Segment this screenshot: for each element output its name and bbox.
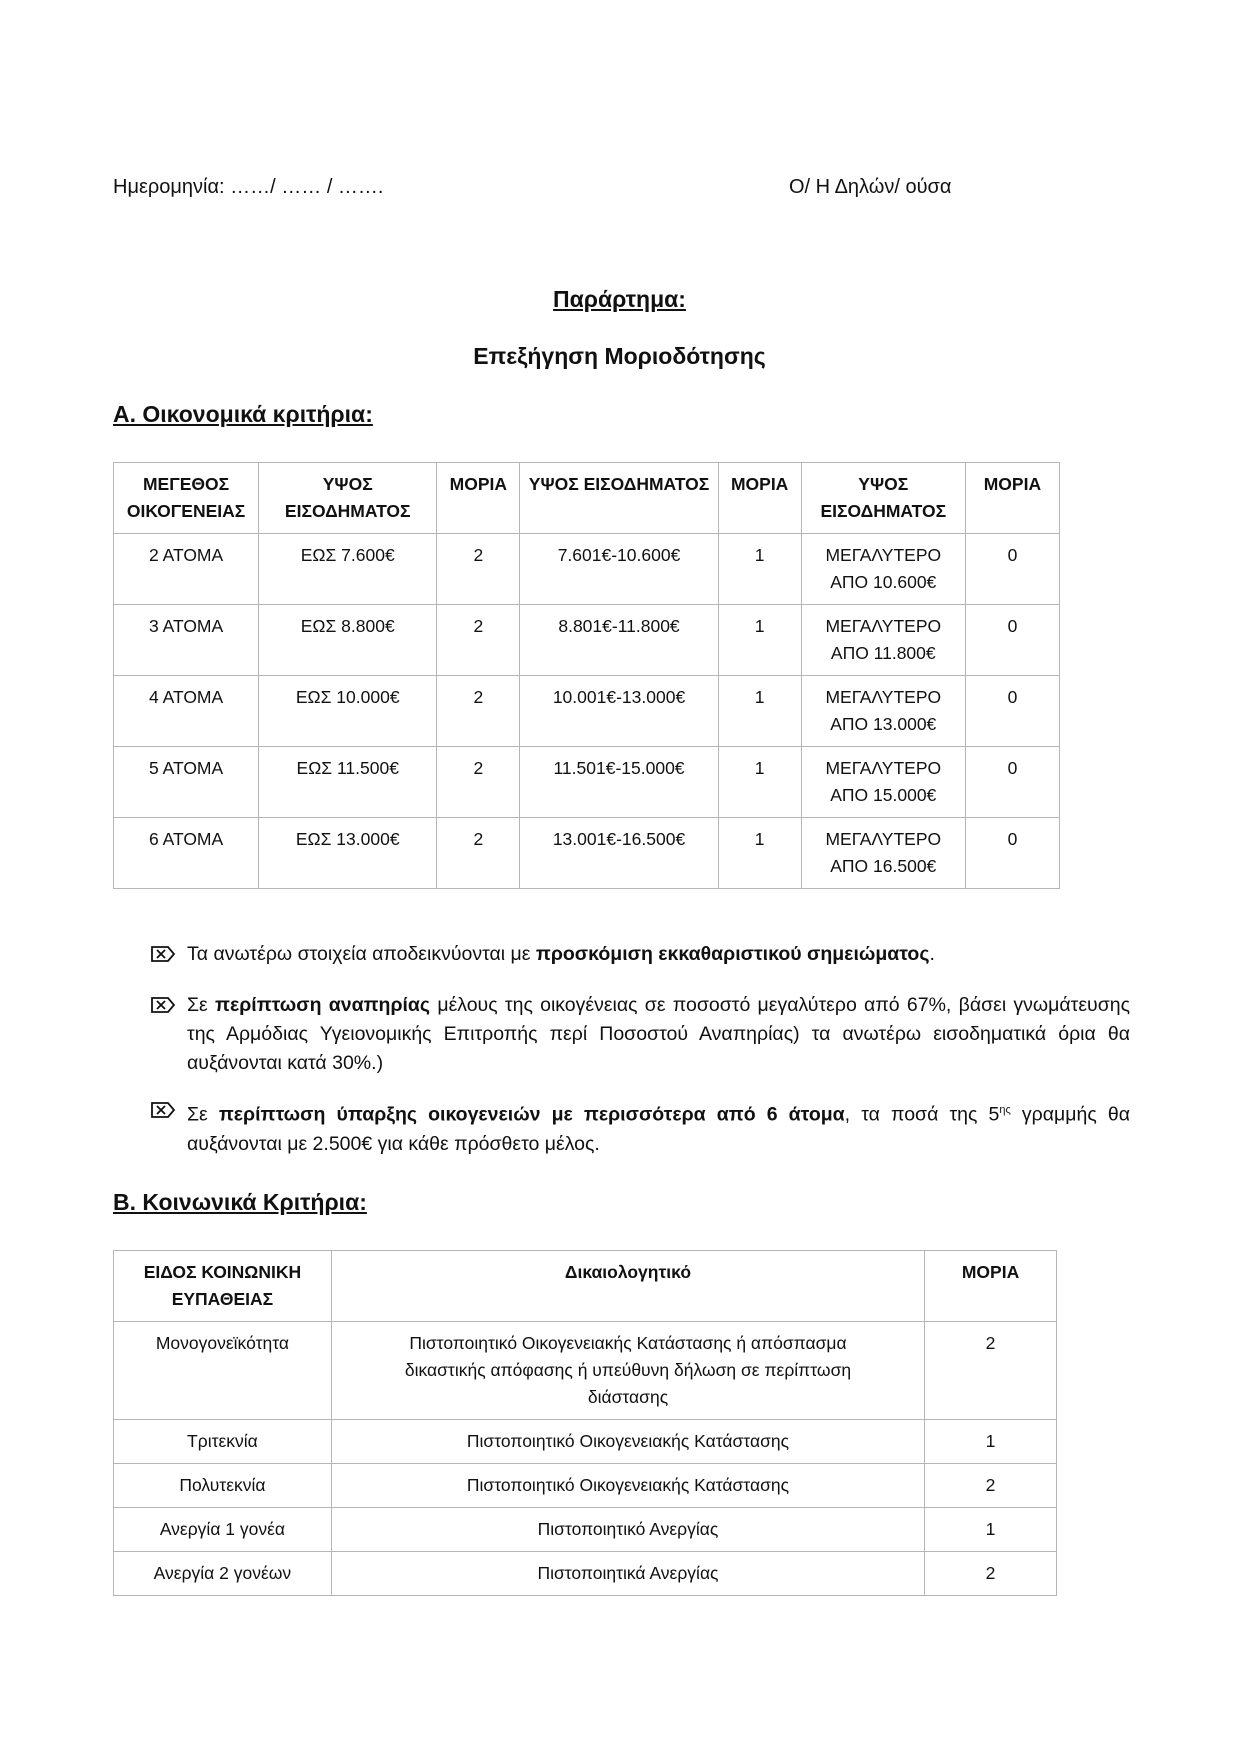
notes-list	[150, 940, 1130, 1177]
cell: 11.501€-15.000€	[520, 747, 718, 818]
cell: 0	[965, 676, 1059, 747]
table-row	[114, 1464, 1057, 1508]
table-row	[114, 1508, 1057, 1552]
cell: Μονογονεϊκότητα	[114, 1322, 332, 1420]
header-vulnerability-type: ΕΙΔΟΣ ΚΟΙΝΩΝΙΚΗ ΕΥΠΑΘΕΙΑΣ	[114, 1251, 332, 1322]
table-row	[114, 747, 1060, 818]
section-b-title: Β. Κοινωνικά Κριτήρια:	[113, 1189, 367, 1215]
cell: 1	[925, 1508, 1057, 1552]
ordinal-suffix: ης	[999, 1104, 1011, 1116]
cell: ΕΩΣ 11.500€	[259, 747, 437, 818]
list-item	[150, 940, 1130, 973]
cell: 8.801€-11.800€	[520, 605, 718, 676]
note-bold: περίπτωση ύπαρξης οικογενειών με περισσότερα από 6 άτομα	[218, 1103, 845, 1126]
cell: 2	[437, 534, 520, 605]
cell: 6 ΑΤΟΜΑ	[114, 818, 259, 889]
cell: 5 ΑΤΟΜΑ	[114, 747, 259, 818]
note-text-part: μέλους της οικογένειας σε ποσοστό μεγαλύτερο από 67%, βάσει γνωμάτευσης της Αρμόδιας Υγειονομικής Επιτροπής περί Ποσοστού Αναπηρίας) τα ανωτέρω εισοδηματικά όρια θα αυξάνονται κατά 30%.)	[187, 994, 1131, 1074]
note-text	[187, 1096, 1130, 1159]
cell: 2	[437, 605, 520, 676]
header-points: ΜΟΡΙΑ	[925, 1251, 1057, 1322]
header-points-3: ΜΟΡΙΑ	[965, 463, 1059, 534]
declarant-label: Ο/ Η Δηλών/ ούσα	[789, 176, 952, 198]
cell: 0	[965, 605, 1059, 676]
cell: 2	[925, 1552, 1057, 1596]
annex-title-text: Παράρτημα:	[553, 286, 686, 312]
cell: 0	[965, 747, 1059, 818]
cell: Ανεργία 2 γονέων	[114, 1552, 332, 1596]
note-text-part: Τα ανωτέρω στοιχεία αποδεικνύονται με	[187, 943, 536, 965]
table-row	[114, 1420, 1057, 1464]
table-header-row	[114, 1251, 1057, 1322]
cell: ΕΩΣ 10.000€	[259, 676, 437, 747]
cell: 2	[925, 1464, 1057, 1508]
cell: 0	[965, 818, 1059, 889]
boxed-x-icon	[150, 991, 187, 1078]
note-text-part: Σε	[187, 994, 216, 1016]
cell: Ανεργία 1 γονέα	[114, 1508, 332, 1552]
cell: 4 ΑΤΟΜΑ	[114, 676, 259, 747]
table-row	[114, 676, 1060, 747]
cell: ΕΩΣ 8.800€	[259, 605, 437, 676]
social-criteria-table	[113, 1250, 1057, 1596]
cell: Πιστοποιητικό Οικογενειακής Κατάστασης	[331, 1464, 924, 1508]
cell: 2	[437, 818, 520, 889]
annex-title	[0, 286, 1239, 313]
table-row	[114, 1552, 1057, 1596]
header-document: Δικαιολογητικό	[331, 1251, 924, 1322]
note-text-part: γραμμής θα αυξάνονται με 2.500€ για κάθε πρόσθετο μέλος.	[187, 1103, 1130, 1155]
header-income-3: ΥΨΟΣ ΕΙΣΟΔΗΜΑΤΟΣ	[801, 463, 965, 534]
cell: ΜΕΓΑΛΥΤΕΡΟ ΑΠΟ 10.600€	[801, 534, 965, 605]
boxed-x-icon	[150, 940, 187, 973]
cell: 13.001€-16.500€	[520, 818, 718, 889]
cell: ΜΕΓΑΛΥΤΕΡΟ ΑΠΟ 15.000€	[801, 747, 965, 818]
note-text-part: , τα ποσά της 5	[844, 1103, 1000, 1126]
cell: 1	[718, 605, 801, 676]
cell: ΕΩΣ 7.600€	[259, 534, 437, 605]
header-points-1: ΜΟΡΙΑ	[437, 463, 520, 534]
table-row	[114, 605, 1060, 676]
cell: 1	[718, 534, 801, 605]
economic-criteria-table	[113, 462, 1060, 889]
cell: ΜΕΓΑΛΥΤΕΡΟ ΑΠΟ 16.500€	[801, 818, 965, 889]
date-label: Ημερομηνία: ……/ …… / …….	[113, 176, 384, 198]
cell: 3 ΑΤΟΜΑ	[114, 605, 259, 676]
cell: Πιστοποιητικό Ανεργίας	[331, 1508, 924, 1552]
list-item	[150, 991, 1130, 1078]
table-row	[114, 1322, 1057, 1420]
cell: Πιστοποιητικά Ανεργίας	[331, 1552, 924, 1596]
cell: 1	[718, 818, 801, 889]
header-points-2: ΜΟΡΙΑ	[718, 463, 801, 534]
section-a-title: Α. Οικονομικά κριτήρια:	[113, 401, 373, 427]
cell: 2 ΑΤΟΜΑ	[114, 534, 259, 605]
header-income-2: ΥΨΟΣ ΕΙΣΟΔΗΜΑΤΟΣ	[520, 463, 718, 534]
table-row	[114, 534, 1060, 605]
cell: 1	[718, 747, 801, 818]
list-item	[150, 1096, 1130, 1159]
note-bold: προσκόμιση εκκαθαριστικού σημειώματος	[535, 943, 930, 965]
cell: Τριτεκνία	[114, 1420, 332, 1464]
boxed-x-icon	[150, 1096, 187, 1159]
note-text-part: .	[929, 943, 935, 965]
cell: Πιστοποιητικό Οικογενειακής Κατάστασης ή απόσπασμα δικαστικής απόφασης ή υπεύθυνη δήλωση σε περίπτωση διάστασης	[331, 1322, 924, 1420]
cell: 2	[437, 747, 520, 818]
cell: 10.001€-13.000€	[520, 676, 718, 747]
table-row	[114, 818, 1060, 889]
cell: 0	[965, 534, 1059, 605]
cell: Πιστοποιητικό Οικογενειακής Κατάστασης	[331, 1420, 924, 1464]
note-text	[187, 940, 1130, 973]
cell: ΜΕΓΑΛΥΤΕΡΟ ΑΠΟ 11.800€	[801, 605, 965, 676]
note-text-part: Σε	[187, 1103, 219, 1126]
header-income-1: ΥΨΟΣ ΕΙΣΟΔΗΜΑΤΟΣ	[259, 463, 437, 534]
page-subtitle: Επεξήγηση Μοριοδότησης	[473, 343, 766, 369]
cell: Πολυτεκνία	[114, 1464, 332, 1508]
cell: 2	[437, 676, 520, 747]
table-header-row	[114, 463, 1060, 534]
cell: 1	[718, 676, 801, 747]
note-text	[187, 991, 1130, 1078]
cell: 7.601€-10.600€	[520, 534, 718, 605]
header-family-size: ΜΕΓΕΘΟΣ ΟΙΚΟΓΕΝΕΙΑΣ	[114, 463, 259, 534]
note-bold: περίπτωση αναπηρίας	[215, 994, 431, 1016]
cell: ΕΩΣ 13.000€	[259, 818, 437, 889]
cell: ΜΕΓΑΛΥΤΕΡΟ ΑΠΟ 13.000€	[801, 676, 965, 747]
cell: 2	[925, 1322, 1057, 1420]
cell: 1	[925, 1420, 1057, 1464]
